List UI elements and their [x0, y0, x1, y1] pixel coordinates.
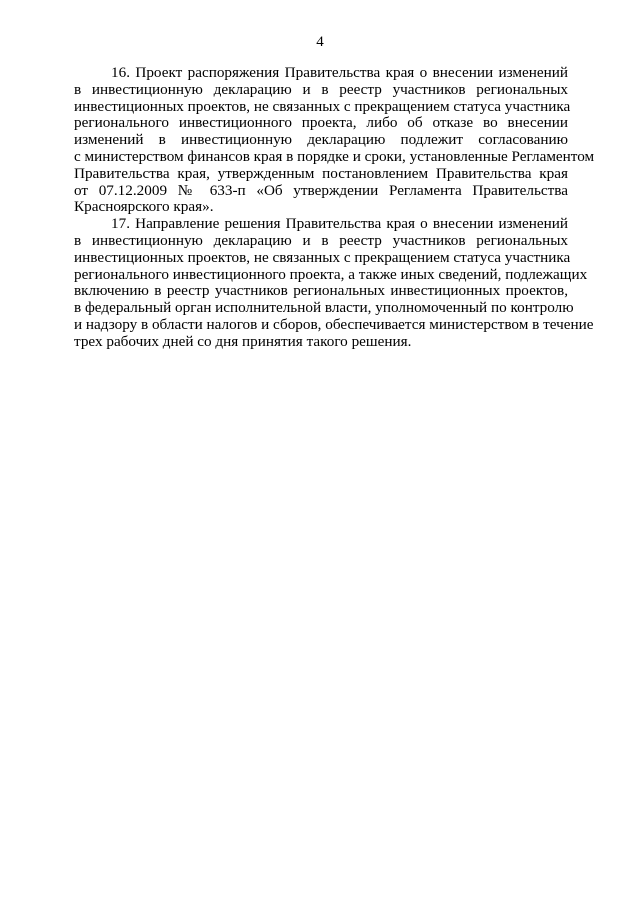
text-line: 17. Направление решения Правительства края о внесении изменений [111, 215, 568, 233]
paragraph-17 [74, 215, 594, 350]
text-line: инвестиционных проектов, не связанных с прекращением статуса участника [74, 97, 571, 115]
text-line: трех рабочих дней со дня принятия такого решения. [74, 332, 412, 350]
text-line: изменений в инвестиционную декларацию подлежит согласованию [74, 131, 568, 149]
text-line: и надзору в области налогов и сборов, обеспечивается министерством в течение [74, 315, 594, 333]
text-line: от 07.12.2009 № 633-п «Об утверждении Регламента Правительства [74, 181, 568, 199]
paragraph-16 [74, 64, 595, 216]
text-line: инвестиционных проектов, не связанных с прекращением статуса участника [74, 248, 571, 266]
text-line: в федеральный орган исполнительной власти, уполномоченный по контролю [74, 299, 574, 317]
text-line: Правительства края, утвержденным постановлением Правительства края [74, 164, 568, 182]
page-number: 4 [316, 34, 324, 50]
text-line: с министерством финансов края в порядке и сроки, установленные Регламентом [74, 147, 595, 165]
text-line: регионального инвестиционного проекта, либо об отказе во внесении [74, 114, 568, 132]
text-line: 16. Проект распоряжения Правительства края о внесении изменений [111, 64, 568, 81]
text-line: Красноярского края». [74, 198, 214, 216]
text-line: в инвестиционную декларацию и в реестр участников региональных [74, 80, 568, 98]
text-line: регионального инвестиционного проекта, а также иных сведений, подлежащих [74, 265, 588, 283]
text-line: включению в реестр участников региональных инвестиционных проектов, [74, 282, 568, 300]
document-body [74, 64, 595, 351]
text-line: в инвестиционную декларацию и в реестр участников региональных [74, 231, 568, 249]
